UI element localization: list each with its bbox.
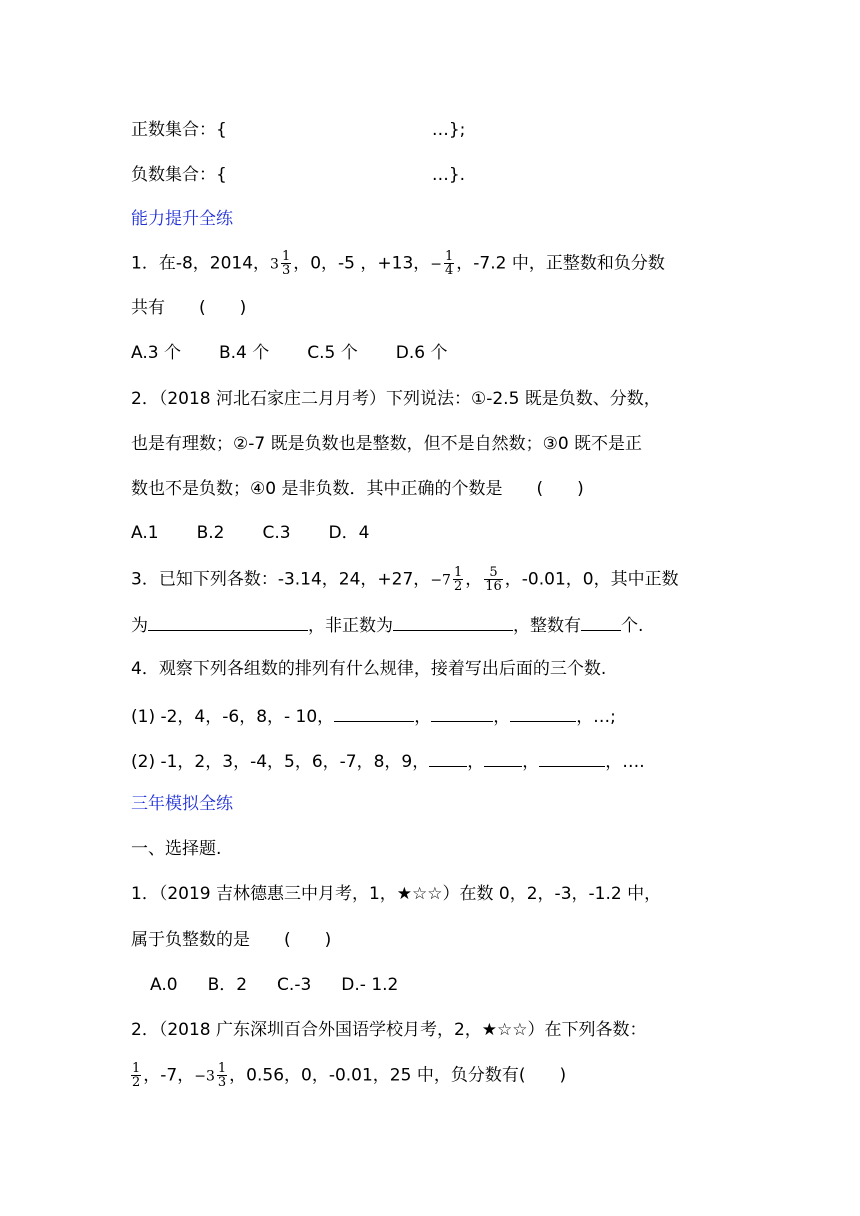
q4-sub2-prefix: (2) -1，2，3，-4，5，6，-7，8，9， [131, 752, 430, 772]
answer-blank-4-2-a[interactable] [429, 748, 467, 767]
q1-option-b: B.4 个 [218, 343, 270, 363]
q1-fraction-2: $\frac{1}{4}$ [445, 249, 454, 278]
s2q2-fraction-1: $\frac{1}{2}$ [132, 1061, 141, 1090]
question-1-options [131, 341, 760, 365]
q1-minus: − [430, 256, 443, 273]
part-heading-choice: 一、选择题. [131, 839, 222, 859]
q3-suffix: ，-0.01，0，其中正数 [504, 569, 679, 590]
s2q2-suffix: ，0.56，0，-0.01，25 中，负分数有( ) [229, 1065, 567, 1086]
answer-blank-integer-count[interactable] [581, 612, 621, 631]
question-2-line-2: 也是有理数；②-7 既是负数也是整数，但不是自然数；③0 既不是正 [131, 434, 643, 454]
q2-option-c: C.3 [262, 523, 291, 543]
q4-sub1-suffix: ，…; [576, 707, 616, 727]
q3-fraction-1: $\frac{1}{2}$ [453, 565, 463, 594]
q3-fraction-2: $\frac{5}{16}$ [485, 565, 502, 594]
negative-set-end: …}. [431, 165, 466, 185]
answer-blank-positive[interactable] [148, 612, 308, 631]
positive-set-end: …}; [431, 120, 466, 140]
q2-option-a: A.1 [131, 523, 159, 543]
question-2-line-1: 2．（2018 河北石家庄二月月考）下列说法：①-2.5 既是负数、分数， [131, 389, 661, 409]
question-3-line-2 [131, 612, 760, 638]
q4-sub1-prefix: (1) -2，4，-6，8，- 10， [131, 707, 335, 727]
answer-blank-4-1-a[interactable] [334, 703, 414, 722]
s2-question-1-line-1: 1．（2019 吉林德惠三中月考，1，★☆☆）在数 0，2，-3，-1.2 中， [131, 884, 662, 904]
q3-line2-b: ，非正数为 [308, 616, 393, 636]
q2-option-b: B.2 [196, 523, 225, 543]
q4-sub2-suffix: ，…. [605, 752, 645, 772]
s2q1-option-b: B．2 [207, 975, 248, 995]
q1-option-a: A.3 个 [131, 343, 181, 363]
q1-fraction-1: $\frac{1}{3}$ [281, 249, 291, 278]
question-4-line-1: 4．观察下列各组数的排列有什么规律，接着写出后面的三个数. [131, 659, 607, 679]
q3-line2-c: ，整数有 [513, 616, 581, 636]
q1-mid: ，0，-5 ，+13， [293, 253, 431, 274]
q1-suffix: ，-7.2 中，正整数和负分数 [456, 253, 665, 274]
answer-blank-nonpositive[interactable] [393, 612, 513, 631]
q1-mixed-whole: 3 [270, 256, 279, 273]
q3-line2-d: 个. [621, 616, 644, 636]
question-1-line-1 [131, 250, 760, 277]
q2-option-d: D．4 [328, 523, 370, 543]
answer-blank-4-1-b[interactable] [431, 703, 493, 722]
s2-question-1-line-2: 属于负整数的是 ( ) [131, 930, 332, 950]
question-2-options [131, 521, 760, 545]
positive-set-label: 正数集合：{ [131, 120, 227, 140]
section-title-simulation: 三年模拟全练 [131, 794, 233, 814]
q3-separator: ， [465, 569, 483, 590]
question-1-line-2: 共有 ( ) [131, 298, 247, 318]
answer-blank-4-2-b[interactable] [484, 748, 522, 767]
question-4-sub-2: (2) -1，2，3，-4，5，6，-7，8，9， ， ， ，…. [131, 748, 760, 774]
q3-line2-a: 为 [131, 616, 148, 636]
q3-prefix: 3．已知下列各数：-3.14，24，+27， [131, 569, 431, 590]
s2q2-mid: ，-7， [143, 1065, 195, 1086]
s2q1-option-a: A.0 [150, 975, 178, 995]
s2-question-1-options [150, 973, 760, 997]
answer-blank-4-1-c[interactable] [510, 703, 576, 722]
q1-prefix: 1．在-8，2014， [131, 253, 271, 274]
s2q1-option-d: D.- 1.2 [341, 975, 399, 995]
q1-option-c: C.5 个 [307, 343, 358, 363]
negative-set-line [131, 163, 760, 187]
section-title-ability: 能力提升全练 [131, 209, 233, 229]
s2q1-option-c: C.-3 [277, 975, 312, 995]
question-2-line-3: 数也不是负数；④0 是非负数．其中正确的个数是 ( ) [131, 479, 584, 499]
negative-set-label: 负数集合：{ [131, 165, 227, 185]
s2q2-minus-three: −3 [194, 1068, 215, 1085]
q3-minus-seven: −7 [430, 572, 451, 589]
answer-blank-4-2-c[interactable] [539, 748, 605, 767]
positive-set-line [131, 118, 760, 142]
s2-question-2-line-2 [131, 1062, 760, 1089]
question-3-line-1 [131, 566, 760, 593]
question-4-sub-1: (1) -2，4，-6，8，- 10， ， ， ，…; [131, 703, 760, 729]
s2-question-2-line-1: 2．（2018 广东深圳百合外国语学校月考，2，★☆☆）在下列各数： [131, 1020, 647, 1040]
q1-option-d: D.6 个 [395, 343, 448, 363]
s2q2-fraction-2: $\frac{1}{3}$ [217, 1061, 227, 1090]
